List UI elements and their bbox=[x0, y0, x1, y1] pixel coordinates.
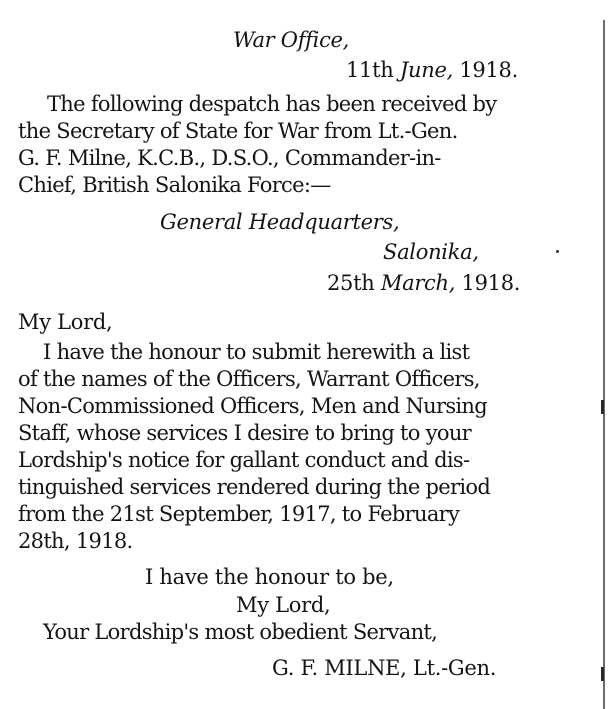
publication-date-day: 11th bbox=[346, 58, 394, 82]
despatch-date-day: 25th bbox=[327, 271, 375, 295]
publication-date-month: June, bbox=[399, 58, 453, 82]
despatch-place: General Headquarters, bbox=[160, 210, 400, 234]
closing-line-2: My Lord, bbox=[236, 593, 331, 617]
body-line-6: tinguished services rendered during the period bbox=[18, 475, 491, 499]
despatch-date-month: March, bbox=[380, 271, 456, 295]
rule-mark bbox=[601, 400, 604, 414]
body-line-8: 28th, 1918. bbox=[18, 529, 133, 553]
body-line-1: I have the honour to submit herewith a list bbox=[43, 340, 470, 364]
body-line-7: from the 21st September, 1917, to February bbox=[18, 502, 460, 526]
despatch-city: Salonika, bbox=[383, 240, 479, 264]
intro-line-4: Chief, British Salonika Force:— bbox=[18, 173, 331, 197]
publication-date-year: 1918. bbox=[459, 58, 518, 82]
intro-line-1: The following despatch has been received by bbox=[47, 92, 497, 116]
column-rule bbox=[603, 20, 605, 709]
closing-line-1: I have the honour to be, bbox=[145, 565, 394, 589]
despatch-date bbox=[327, 270, 520, 296]
salutation: My Lord, bbox=[18, 310, 113, 334]
publication-date bbox=[346, 57, 518, 83]
body-line-3: Non-Commissioned Officers, Men and Nursing bbox=[18, 394, 488, 418]
signature: G. F. MILNE, Lt.-Gen. bbox=[272, 656, 497, 680]
intro-line-2: the Secretary of State for War from Lt.-Gen. bbox=[18, 119, 458, 143]
body-line-2: of the names of the Officers, Warrant Officers, bbox=[18, 367, 480, 391]
despatch-date-year: 1918. bbox=[461, 271, 521, 295]
body-line-5: Lordship's notice for gallant conduct and dis- bbox=[18, 448, 470, 472]
body-line-4: Staff, whose services I desire to bring to your bbox=[18, 421, 471, 445]
intro-line-3: G. F. Milne, K.C.B., D.S.O., Commander-in- bbox=[18, 146, 441, 170]
closing-line-3: Your Lordship's most obedient Servant, bbox=[43, 620, 438, 644]
rule-mark bbox=[601, 667, 604, 681]
print-speck bbox=[556, 250, 559, 253]
office-heading: War Office, bbox=[233, 28, 350, 52]
